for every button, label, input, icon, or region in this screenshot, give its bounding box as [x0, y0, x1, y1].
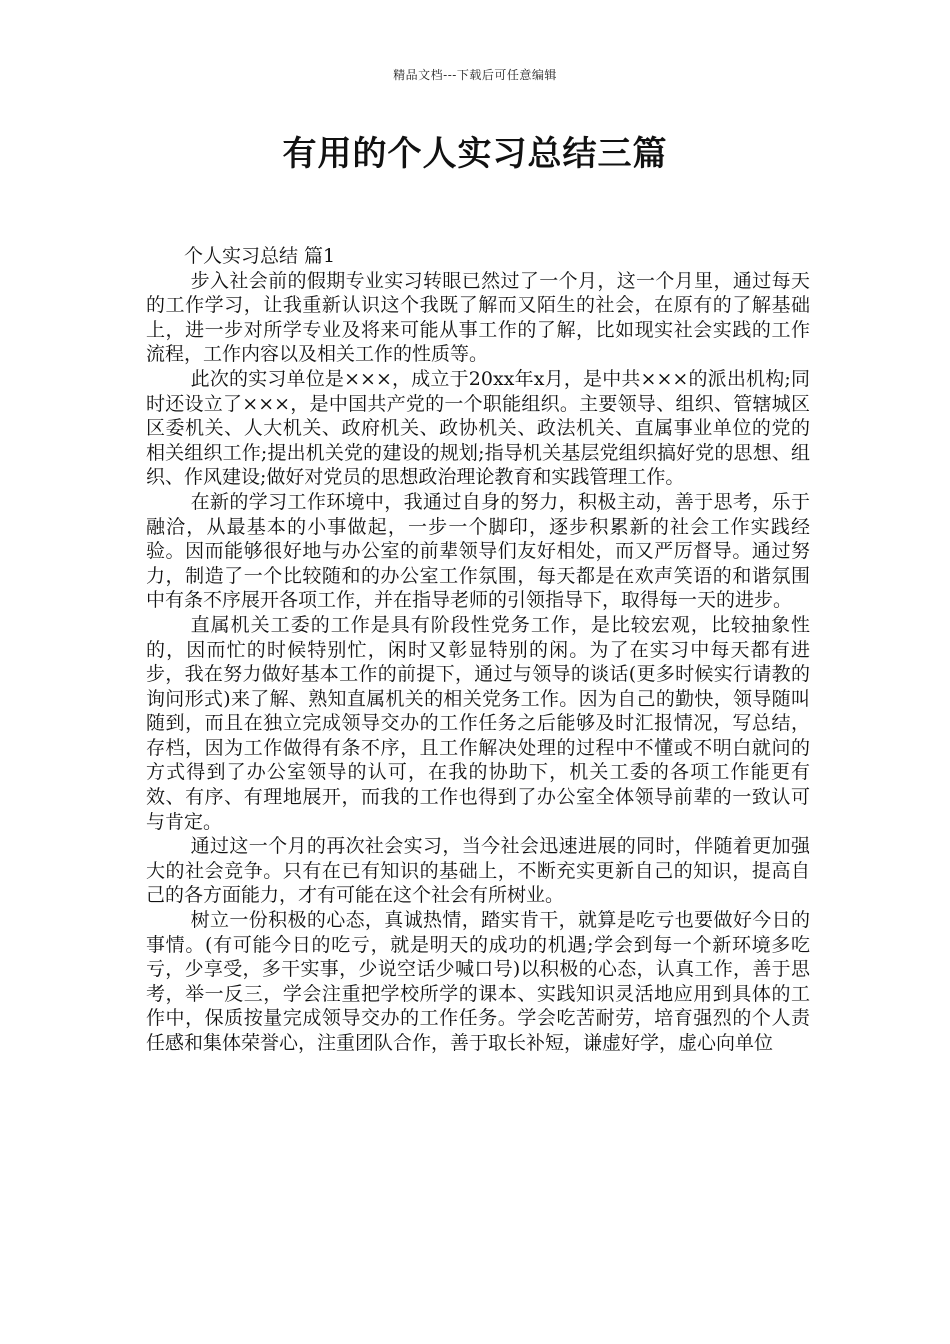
paragraph: 通过这一个月的再次社会实习，当今社会迅速进展的同时，伴随着更加强大的社会竞争。只有在已有知识的基础上，不断充实更新自己的知识，提高自己的各方面能力，才有可能在这个社会有所树业。	[146, 835, 810, 907]
paragraph: 在新的学习工作环境中，我通过自身的努力，积极主动，善于思考，乐于融洽，从最基本的小事做起，一步一个脚印，逐步积累新的社会工作实践经验。因而能够很好地与办公室的前辈领导们友好相处，而又严厉督导。通过努力，制造了一个比较随和的办公室工作氛围，每天都是在欢声笑语的和谐氛围中有条不序展开各项工作，并在指导老师的引领指导下，取得每一天的进步。	[146, 490, 810, 612]
paragraph: 直属机关工委的工作是具有阶段性党务工作，是比较宏观，比较抽象性的，因而忙的时候特别忙，闲时又彰显特别的闲。为了在实习中每天都有进步，我在努力做好基本工作的前提下，通过与领导的谈话(更多时候实行请教的询问形式)来了解、熟知直属机关的相关党务工作。因为自己的勤快，领导随叫随到，而且在独立完成领导交办的工作任务之后能够及时汇报情况，写总结，存档，因为工作做得有条不序，且工作解决处理的过程中不懂或不明白就问的方式得到了办公室领导的认可，在我的协助下，机关工委的各项工作能更有效、有序、有理地展开，而我的工作也得到了办公室全体领导前辈的一致认可与肯定。	[146, 613, 810, 833]
page-header: 精品文档---下载后可任意编辑	[393, 68, 557, 82]
document-body	[146, 244, 810, 1056]
paragraph: 步入社会前的假期专业实习转眼已然过了一个月，这一个月里，通过每天的工作学习，让我重新认识这个我既了解而又陌生的社会，在原有的了解基础上，进一步对所学专业及将来可能从事工作的了解，比如现实社会实践的工作流程，工作内容以及相关工作的性质等。	[146, 269, 810, 366]
paragraph: 树立一份积极的心态，真诚热情，踏实肯干，就算是吃亏也要做好今日的事情。(有可能今日的吃亏，就是明天的成功的机遇;学会到每一个新环境多吃亏，少享受，多干实事，少说空话少喊口号)以积极的心态，认真工作，善于思考，举一反三，学会注重把学校所学的课本、实践知识灵活地应用到具体的工作中，保质按量完成领导交办的工作任务。学会吃苦耐劳，培育强烈的个人责任感和集体荣誉心，注重团队合作，善于取长补短，谦虚好学，虚心向单位	[146, 909, 810, 1054]
document-title: 有用的个人实习总结三篇	[282, 134, 668, 174]
paragraph: 此次的实习单位是×××，成立于20xx年x月，是中共×××的派出机构;同时还设立了×××，是中国共产党的一个职能组织。主要领导、组织、管辖城区区委机关、人大机关、政府机关、政协机关、政法机关、直属事业单位的党的相关组织工作;提出机关党的建设的规划;指导机关基层党组织搞好党的思想、组织、作风建设;做好对党员的思想政治理论教育和实践管理工作。	[146, 367, 810, 489]
section-heading: 个人实习总结 篇1	[184, 245, 336, 267]
